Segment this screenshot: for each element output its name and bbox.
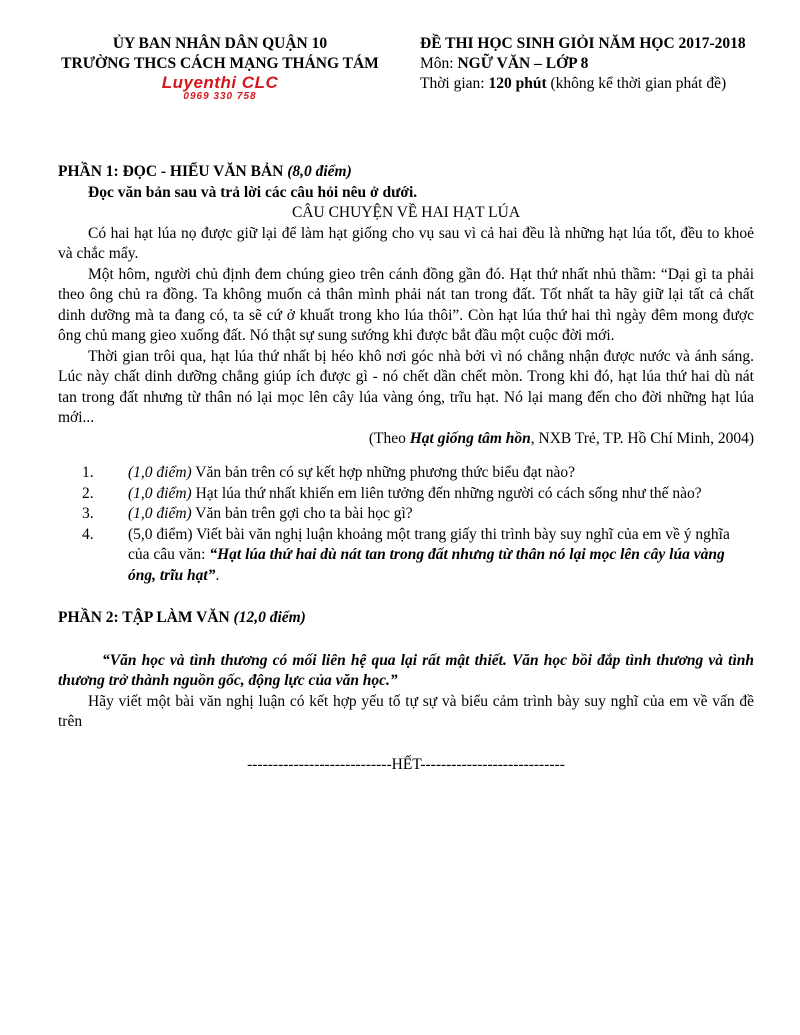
time-value: 120 phút <box>488 75 547 92</box>
source-prefix: (Theo <box>368 429 410 447</box>
logo <box>40 75 400 103</box>
header-right <box>420 34 780 94</box>
time-label: Thời gian: <box>420 75 489 92</box>
end-marker: ----------------------------HẾT---------------------------- <box>247 755 565 773</box>
part2-heading <box>58 608 754 629</box>
exam-title: ĐỀ THI HỌC SINH GIỎI NĂM HỌC 2017-2018 <box>420 35 746 52</box>
question-list <box>58 463 754 586</box>
question-points: (1,0 điểm) <box>128 484 192 502</box>
question-points: (1,0 điểm) <box>128 505 192 522</box>
question-end: . <box>215 566 220 584</box>
question-2 <box>58 484 754 505</box>
part2-title: PHẦN 2: TẬP LÀM VĂN <box>58 609 234 626</box>
question-4 <box>58 525 754 587</box>
question-quote: “Hạt lúa thứ hai dù nát tan trong đất nhưng từ thân nó lại mọc lên cây lúa vàng óng, trĩu hạt” <box>128 546 725 584</box>
district-name: ỦY BAN NHÂN DÂN QUẬN 10 <box>112 35 328 52</box>
part1-title: PHẦN 1: ĐỌC - HIỂU VĂN BẢN <box>58 163 288 180</box>
subject-value: NGỮ VĂN – LỚP 8 <box>457 55 589 72</box>
exam-content <box>58 162 754 775</box>
question-number: 2. <box>82 484 94 502</box>
subject-label: Môn: <box>420 55 458 72</box>
logo-phone: 0969 330 758 <box>183 91 257 102</box>
logo-text: Luyenthi CLC <box>161 73 279 92</box>
question-text: (5,0 điểm) Viết bài văn nghị luận khoảng một trang giấy thi trình bày suy nghĩ của em về ý nghĩa của câu văn: <box>128 525 730 563</box>
question-3 <box>58 504 754 525</box>
part1-instruction: Đọc văn bản sau và trả lời các câu hỏi nêu ở dưới. <box>88 183 418 201</box>
part1-points: (8,0 điểm) <box>287 163 352 180</box>
question-points: (1,0 điểm) <box>128 464 192 481</box>
source-suffix: , NXB Trẻ, TP. Hồ Chí Minh, 2004) <box>530 429 754 447</box>
part2-quote: “Văn học và tình thương có mối liên hệ qua lại rất mật thiết. Văn học bồi đắp tình thương và tình thương trở thành nguồn gốc, động lực của văn học.” <box>58 651 754 689</box>
story-paragraph-1: Có hai hạt lúa nọ được giữ lại để làm hạt giống cho vụ sau vì cả hai đều là những hạt lúa tốt, đều to khoẻ và chắc mẩy. <box>58 224 754 262</box>
story-source <box>58 429 754 450</box>
time-note: (không kể thời gian phát đề) <box>546 75 727 92</box>
question-number: 1. <box>82 464 94 481</box>
story-title: CÂU CHUYỆN VỀ HAI HẠT LÚA <box>291 204 521 221</box>
question-text: Hạt lúa thứ nhất khiến em liên tưởng đến những người có cách sống như thế nào? <box>191 484 702 502</box>
part2-points: (12,0 điểm) <box>233 609 306 626</box>
question-number: 4. <box>82 525 94 543</box>
question-text: Văn bản trên gợi cho ta bài học gì? <box>191 505 413 522</box>
source-book: Hạt giống tâm hồn <box>409 429 531 447</box>
question-1 <box>58 463 754 484</box>
question-number: 3. <box>82 505 94 522</box>
part2-task: Hãy viết một bài văn nghị luận có kết hợp yếu tố tự sự và biểu cảm trình bày suy nghĩ của em về vấn đề trên <box>58 692 754 730</box>
story-paragraph-3: Thời gian trôi qua, hạt lúa thứ nhất bị héo khô nơi góc nhà bởi vì nó chẳng nhận được nước và ánh sáng. Lúc này chất dinh dưỡng chẳng giúp ích được gì - nó chết dần chết mòn. Trong khi đó, hạt lúa thứ hai dù nát tan trong đất nhưng từ thân nó lại mọc lên cây lúa vàng óng, trĩu hạt. Nó lại mang đến cho đời những hạt lúa mới... <box>58 347 754 426</box>
time-line <box>420 74 780 94</box>
story-paragraph-2: Một hôm, người chủ định đem chúng gieo trên cánh đồng gần đó. Hạt thứ nhất nhủ thầm: “Dại gì ta phải theo ông chủ ra đồng. Ta không muốn cả thân mình phải nát tan trong đất. Tốt nhất ta hãy giữ lại tất cả chất dinh dưỡng mà ta đang có, ta sẽ cứ ở khuất trong kho lúa thôi”. Còn hạt lúa thứ hai thì ngày đêm mong được ông chủ mang gieo xuống đất. Nó thật sự sung sướng khi được bắt đầu một cuộc đời mới. <box>58 265 754 344</box>
header-left <box>40 34 400 103</box>
part1-heading <box>58 162 754 183</box>
subject-line <box>420 54 780 74</box>
question-text: Văn bản trên có sự kết hợp những phương thức biểu đạt nào? <box>191 464 576 481</box>
school-name: TRƯỜNG THCS CÁCH MẠNG THÁNG TÁM <box>61 55 379 72</box>
